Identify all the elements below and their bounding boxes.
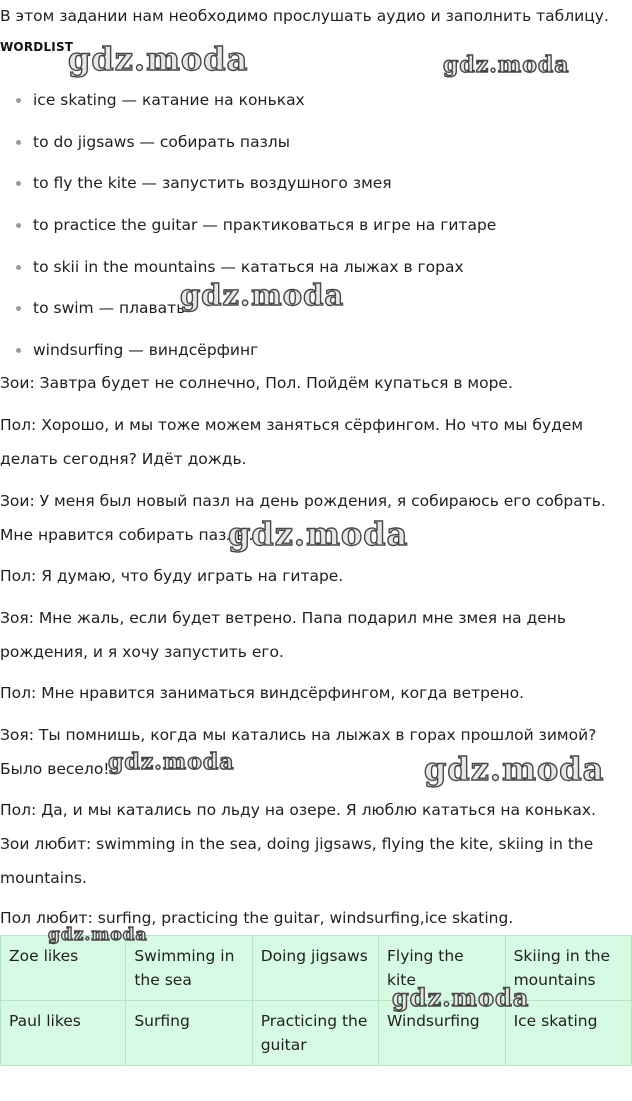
wordlist-heading: WORDLIST [0, 40, 74, 54]
watermark: gdz.moda [392, 983, 530, 1012]
dialogue-line: Зои: Завтра будет не солнечно, Пол. Пойдём купаться в море. [0, 374, 513, 392]
table-row [1, 1001, 632, 1066]
bullet-icon [16, 98, 21, 103]
dialogue-line: Пол: Я думаю, что буду играть на гитаре. [0, 567, 344, 585]
summary-paul: Пол любит: surfing, practicing the guitar, windsurfing,ice skating. [0, 909, 514, 927]
table-cell: Swimming in the sea [126, 936, 252, 1001]
dialogue-line: Пол: Да, и мы катались по льду на озере. Я люблю кататься на коньках. [0, 801, 596, 819]
table-cell: Surfing [126, 1001, 252, 1066]
table-cell: Doing jigsaws [252, 936, 378, 1001]
watermark: gdz.moda [424, 750, 605, 788]
table-cell: Flying the kite [378, 936, 505, 1001]
watermark: gdz.moda [68, 40, 249, 78]
dialogue-line: Зоя: Мне жаль, если будет ветрено. Папа подарил мне змея на день рождения, и я хочу запустить его. [0, 609, 567, 661]
intro-text: В этом задании нам необходимо прослушать аудио и заполнить таблицу. [0, 7, 609, 25]
dialogue-line: Зои: У меня был новый пазл на день рождения, я собираюсь его собрать. Мне нравится собирать пазлы. [0, 492, 606, 544]
watermark: gdz.moda [108, 749, 235, 775]
watermark: gdz.moda [48, 925, 148, 945]
watermark: gdz.moda [228, 515, 409, 553]
table-cell: Paul likes [1, 1001, 126, 1066]
bullet-icon [16, 348, 21, 353]
table-cell: Skiing in the mountains [505, 936, 631, 1001]
dialogue-line: Зоя: Ты помнишь, когда мы катались на лыжах в горах прошлой зимой? Было весело! [0, 726, 597, 778]
table-cell: Ice skating [505, 1001, 631, 1066]
table-row [1, 936, 632, 1001]
likes-table [0, 935, 632, 1066]
dialogue-line: Пол: Мне нравится заниматься виндсёрфингом, когда ветрено. [0, 684, 525, 702]
summary-zoe: Зои любит: swimming in the sea, doing jigsaws, flying the kite, skiing in the mountains. [0, 835, 594, 887]
watermark: gdz.moda [443, 52, 570, 78]
bullet-icon [16, 140, 21, 145]
bullet-icon [16, 306, 21, 311]
bullet-icon [16, 265, 21, 270]
bullet-icon [16, 223, 21, 228]
table-cell: Practicing the guitar [252, 1001, 378, 1066]
table-cell: Windsurfing [378, 1001, 505, 1066]
dialogue-line: Пол: Хорошо, и мы тоже можем заняться сёрфингом. Но что мы будем делать сегодня? Идёт дождь. [0, 416, 584, 468]
bullet-icon [16, 181, 21, 186]
watermark: gdz.moda [180, 278, 345, 312]
table-cell: Zoe likes [1, 936, 126, 1001]
